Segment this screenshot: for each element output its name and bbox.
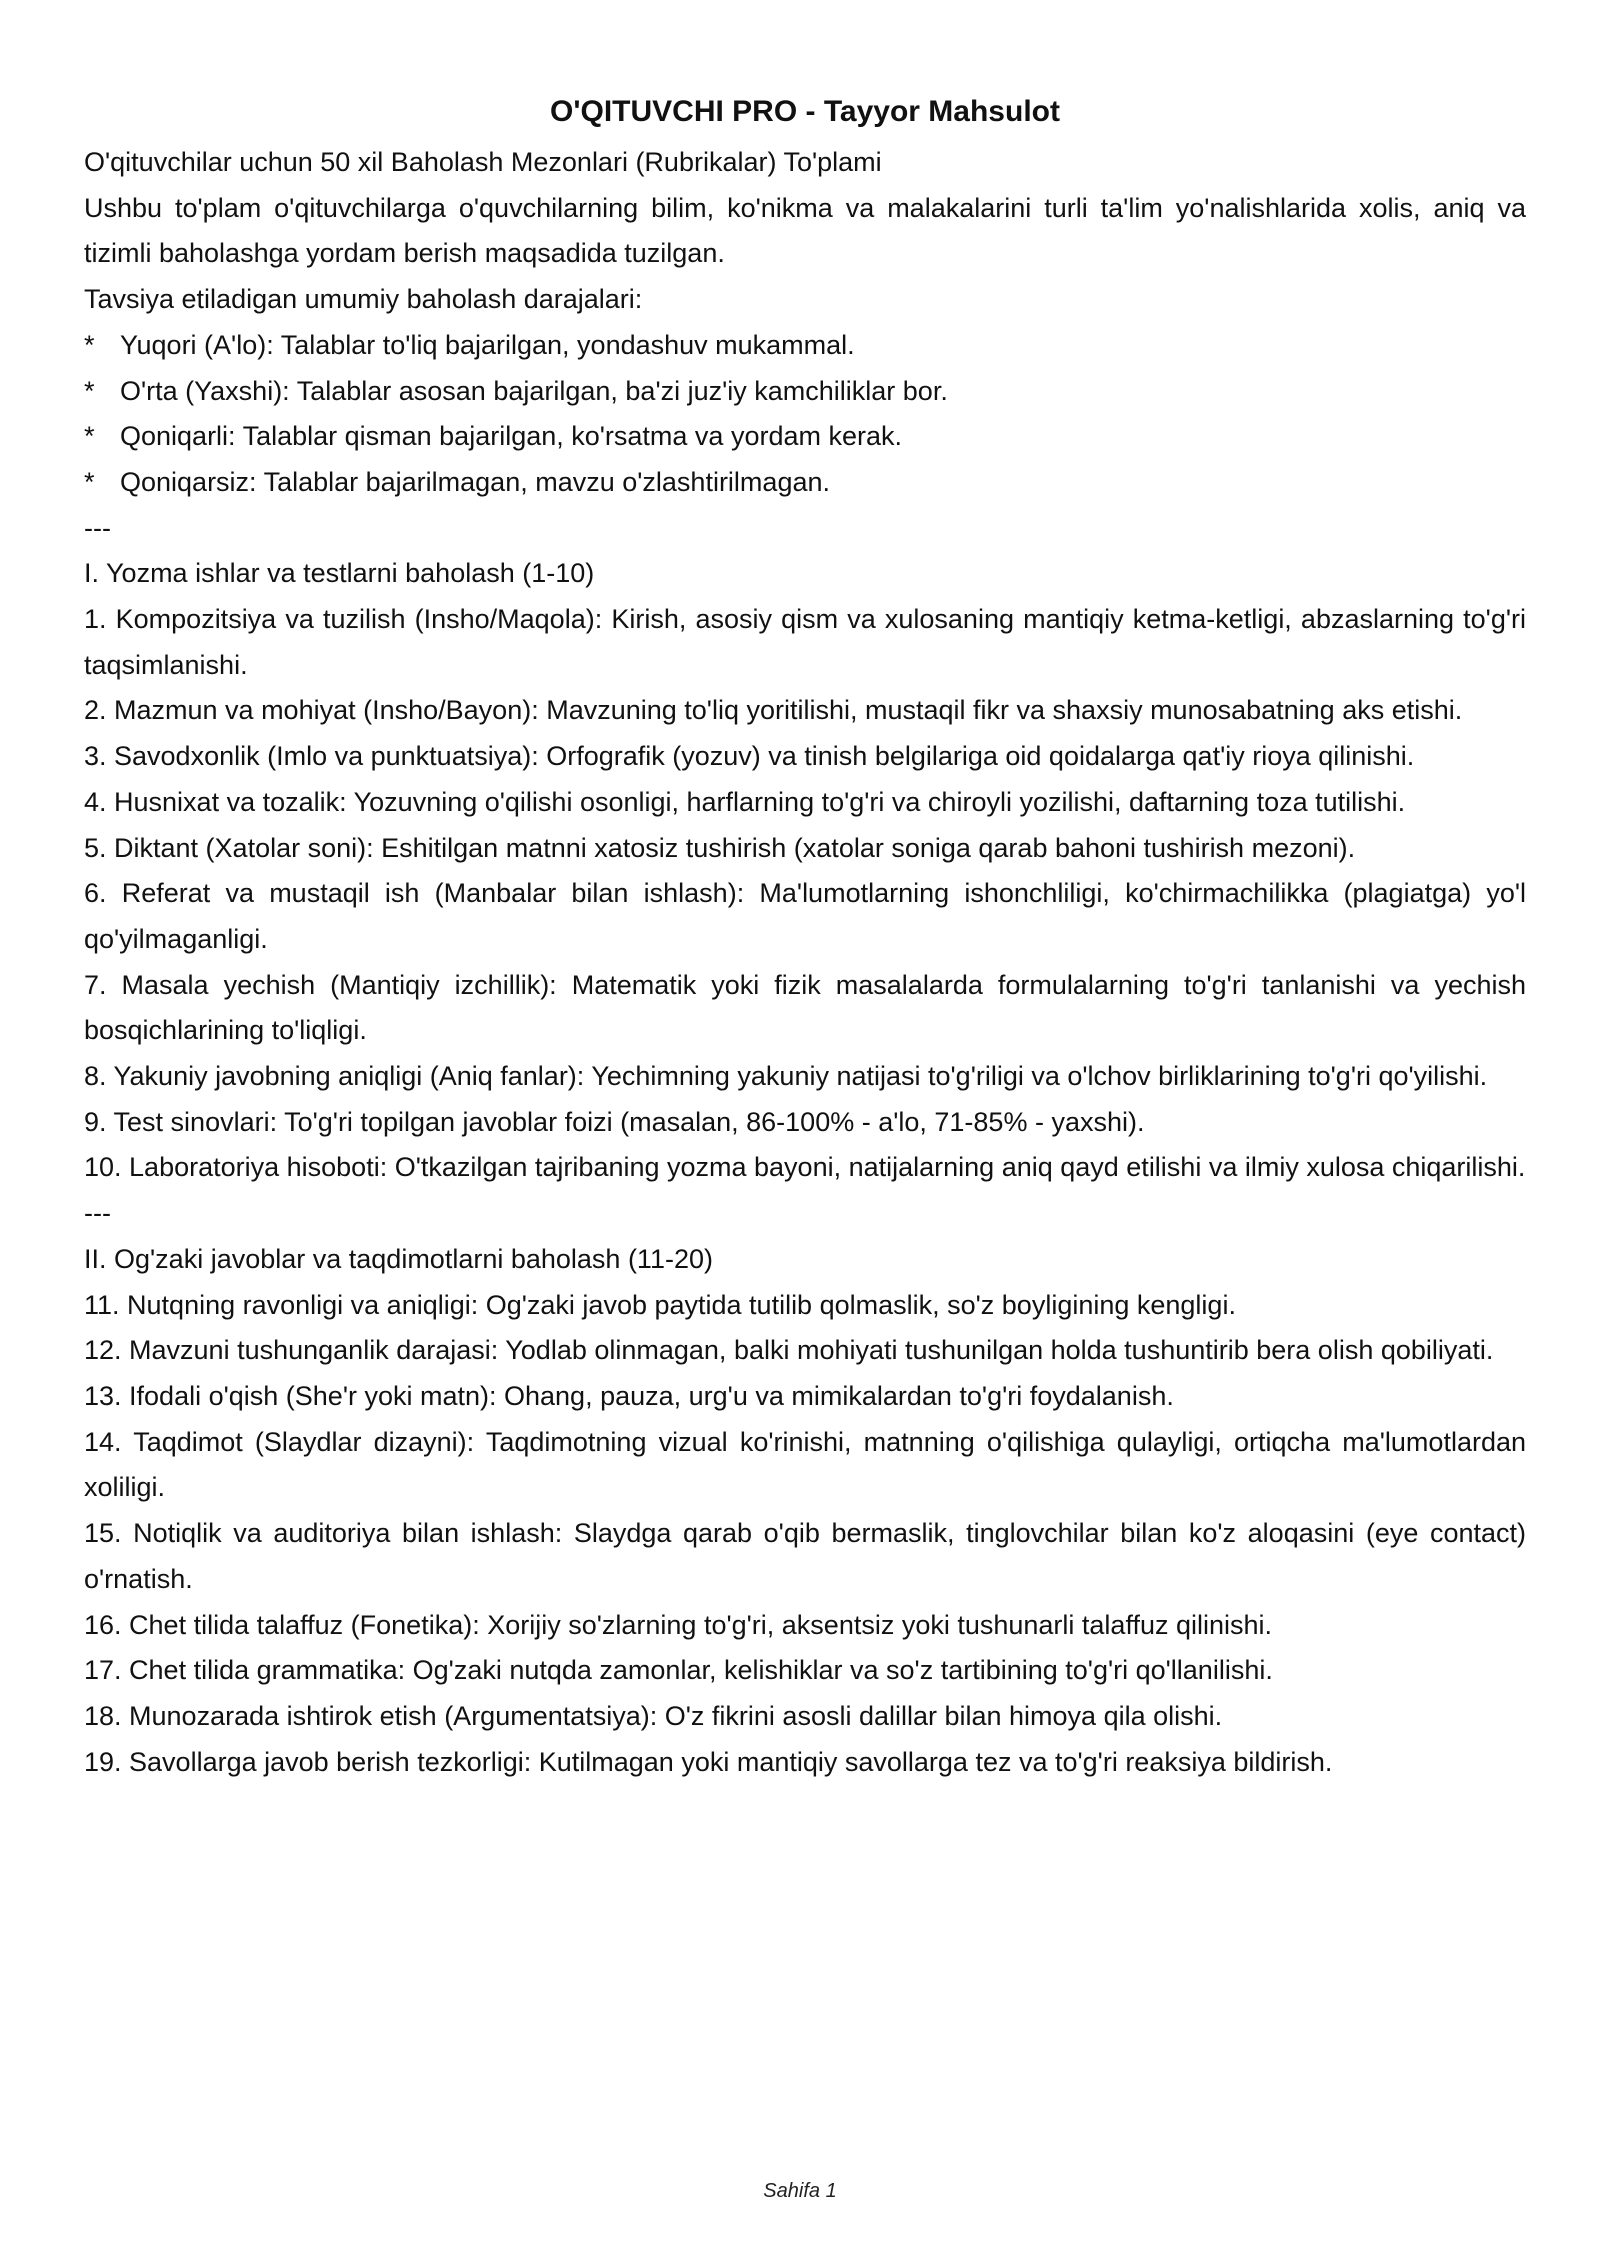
criterion-item: 4. Husnixat va tozalik: Yozuvning o'qilishi osonligi, harflarning to'g'ri va chiroyli yozilishi, daftarning toza tutilishi. [84,786,1406,817]
page-footer: Sahifa 1 [763,2180,837,2202]
criterion-item: 17. Chet tilida grammatika: Og'zaki nutqda zamonlar, kelishiklar va so'z tartibining to'g'ri qo'llanilishi. [84,1655,1273,1686]
criterion-item: 16. Chet tilida talaffuz (Fonetika): Xorijiy so'zlarning to'g'ri, aksentsiz yoki tushunarli talaffuz qilinishi. [84,1609,1273,1640]
criterion-item: 10. Laboratoriya hisoboti: O'tkazilgan tajribaning yozma bayoni, natijalarning aniq qayd etilishi va ilmiy xulosa chiqarilishi. [84,1152,1526,1183]
criterion-item: 9. Test sinovlari: To'g'ri topilgan javoblar foizi (masalan, 86-100% - a'lo, 71-85% - yaxshi). [84,1106,1145,1137]
document-page [84,92,1526,1785]
criterion-item: 19. Savollarga javob berish tezkorligi: Kutilmagan yoki mantiqiy savollarga tez va to'g'ri reaksiya bildirish. [84,1746,1333,1777]
intro-paragraph: Ushbu to'plam o'qituvchilarga o'quvchilarning bilim, ko'nikma va malakalarini turli ta'lim yo'nalishlarida xolis, aniq va tizimli baholashga yordam berish maqsadida tuzilgan. [84,192,1526,269]
bullet-marker: * [84,421,95,452]
level-item [84,369,1526,415]
criterion-item: 18. Munozarada ishtirok etish (Argumentatsiya): O'z fikrini asosli dalillar bilan himoya qila olishi. [84,1700,1223,1731]
criterion-item: 3. Savodxonlik (Imlo va punktuatsiya): Orfografik (yozuv) va tinish belgilariga oid qoidalarga qat'iy rioya qilinishi. [84,741,1415,772]
level-item [84,414,1526,460]
section-1-heading: I. Yozma ishlar va testlarni baholash (1-10) [84,558,595,589]
level-text: O'rta (Yaxshi): Talablar asosan bajarilgan, ba'zi juz'iy kamchiliklar bor. [120,375,948,406]
criterion-item: 6. Referat va mustaqil ish (Manbalar bilan ishlash): Ma'lumotlarning ishonchliligi, ko'chirmachilikka (plagiatga) yo'l qo'yilmaganligi. [84,878,1526,954]
criterion-item: 11. Nutqning ravonligi va aniqligi: Og'zaki javob paytida tutilib qolmaslik, so'z boyligining kengligi. [84,1289,1236,1320]
criterion-item: 7. Masala yechish (Mantiqiy izchillik): Matematik yoki fizik masalalarda formulalarning to'g'ri tanlanishi va yechish bosqichlarining to'liqligi. [84,969,1526,1046]
level-text: Qoniqarli: Talablar qisman bajarilgan, ko'rsatma va yordam kerak. [120,421,903,452]
section-separator: --- [84,512,111,543]
criterion-item: 8. Yakuniy javobning aniqligi (Aniq fanlar): Yechimning yakuniy natijasi to'g'riligi va o'lchov birliklarining to'g'ri qo'yilishi. [84,1061,1488,1092]
level-text: Qoniqarsiz: Talablar bajarilmagan, mavzu o'zlashtirilmagan. [120,466,830,497]
criterion-item: 14. Taqdimot (Slaydlar dizayni): Taqdimotning vizual ko'rinishi, matnning o'qilishiga qulayligi, ortiqcha ma'lumotlardan xoliligi. [84,1426,1526,1503]
document-title: O'QITUVCHI PRO - Tayyor Mahsulot [550,95,1060,128]
level-item [84,460,1526,506]
section-2-heading: II. Og'zaki javoblar va taqdimotlarni baholash (11-20) [84,1243,713,1274]
levels-heading: Tavsiya etiladigan umumiy baholash darajalari: [84,284,643,315]
bullet-marker: * [84,375,95,406]
document-subtitle: O'qituvchilar uchun 50 xil Baholash Mezonlari (Rubrikalar) To'plami [84,147,882,177]
level-item [84,323,1526,369]
criterion-item: 5. Diktant (Xatolar soni): Eshitilgan matnni xatosiz tushirish (xatolar soniga qarab bahoni tushirish mezoni). [84,832,1356,863]
section-separator: --- [84,1198,111,1229]
criterion-item: 2. Mazmun va mohiyat (Insho/Bayon): Mavzuning to'liq yoritilishi, mustaqil fikr va shaxsiy munosabatning aks etishi. [84,695,1463,726]
criterion-item: 1. Kompozitsiya va tuzilish (Insho/Maqola): Kirish, asosiy qism va xulosaning mantiqiy ketma-ketligi, abzaslarning to'g'ri taqsimlanishi. [84,604,1526,680]
criterion-item: 15. Notiqlik va auditoriya bilan ishlash: Slaydga qarab o'qib bermaslik, tinglovchilar bilan ko'z aloqasini (eye contact) o'rnatish. [84,1518,1526,1594]
level-text: Yuqori (A'lo): Talablar to'liq bajarilgan, yondashuv mukammal. [120,329,855,360]
bullet-marker: * [84,466,95,497]
criterion-item: 12. Mavzuni tushunganlik darajasi: Yodlab olinmagan, balki mohiyati tushunilgan holda tushuntirib bera olish qobiliyati. [84,1335,1494,1366]
bullet-marker: * [84,329,95,360]
criterion-item: 13. Ifodali o'qish (She'r yoki matn): Ohang, pauza, urg'u va mimikalardan to'g'ri foydalanish. [84,1380,1174,1411]
